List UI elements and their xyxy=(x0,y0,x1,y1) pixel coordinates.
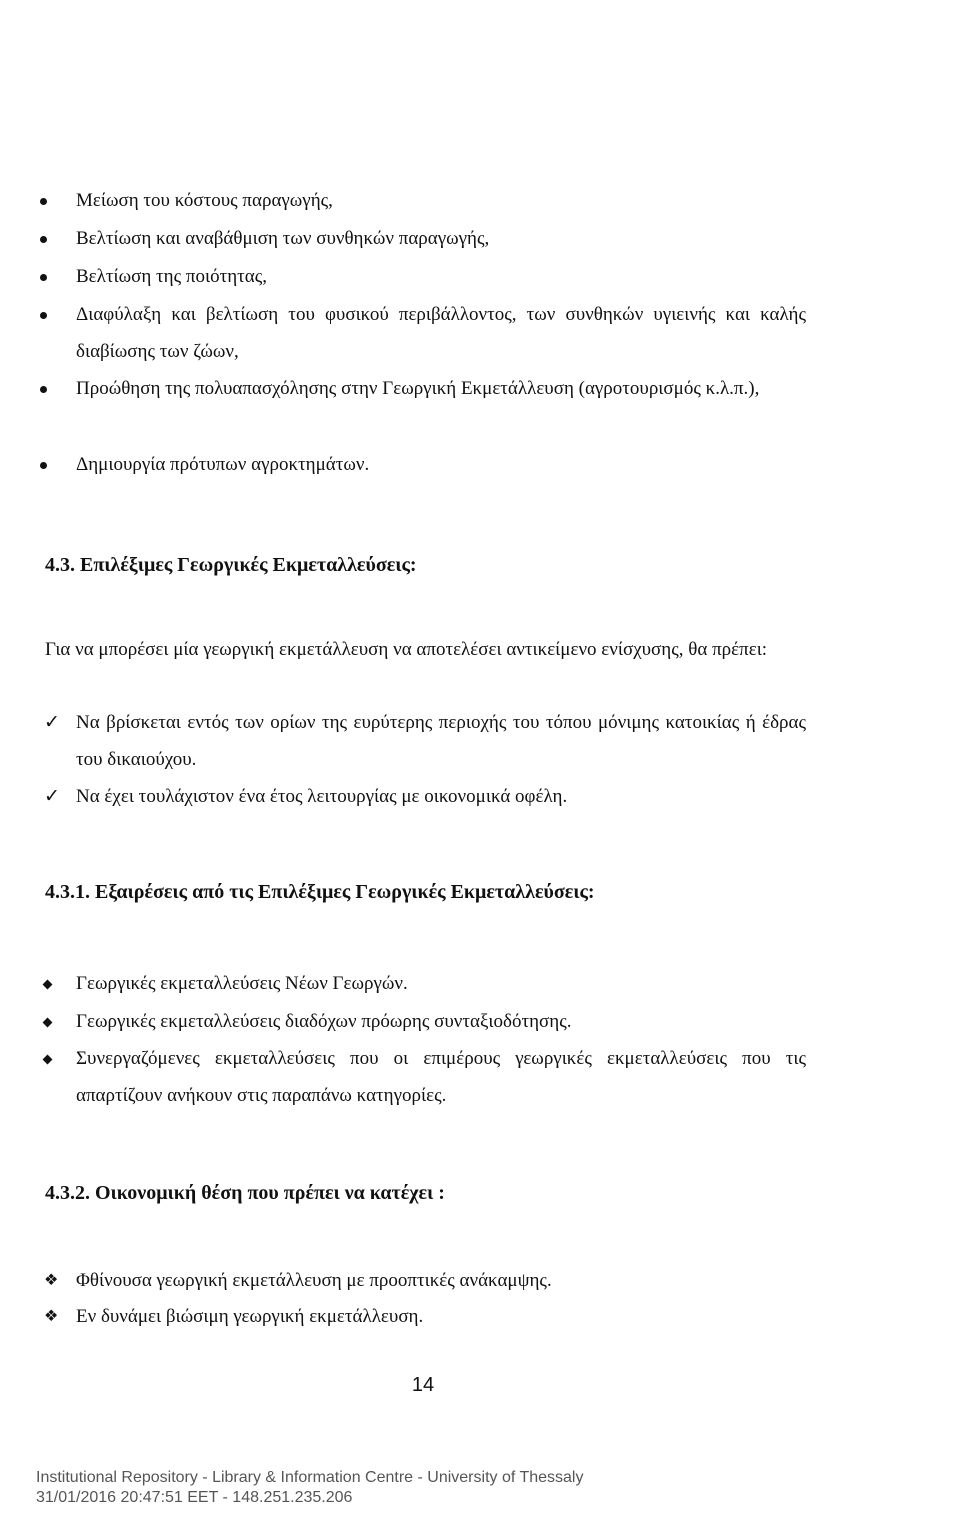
bullet-dot xyxy=(40,370,47,407)
bullet-dot xyxy=(40,220,47,257)
section-heading: 4.3. Επιλέξιμες Γεωργικές Εκμεταλλεύσεις: xyxy=(45,554,417,576)
diamond-bullet-icon xyxy=(44,965,51,1002)
section-heading: 4.3.1. Εξαιρέσεις από τις Επιλέξιμες Γεωργικές Εκμεταλλεύσεις: xyxy=(45,881,595,903)
list-item: Φθίνουσα γεωργική εκμετάλλευση με προοπτικές ανάκαμψης. xyxy=(76,1270,552,1291)
list-item: Γεωργικές εκμεταλλεύσεις Νέων Γεωργών. xyxy=(76,973,408,994)
footer-timestamp: 31/01/2016 20:47:51 EET - 148.251.235.206 xyxy=(36,1489,353,1506)
list-item: Βελτίωση και αναβάθμιση των συνθηκών παραγωγής, xyxy=(76,228,490,249)
quad-diamond-icon: ❖ xyxy=(44,1308,59,1325)
check-item: Να έχει τουλάχιστον ένα έτος λειτουργίας με οικονομικά οφέλη. xyxy=(76,786,568,807)
diamond-bullet-icon xyxy=(44,1003,51,1040)
bullet-dot xyxy=(40,446,47,483)
list-item: Διαφύλαξη και βελτίωση του φυσικού περιβάλλοντος, των συνθηκών υγιεινής και καλής διαβίωσης των ζώων, xyxy=(76,304,806,362)
list-item: Βελτίωση της ποιότητας, xyxy=(76,266,268,287)
check-item: Να βρίσκεται εντός των ορίων της ευρύτερης περιοχής του τόπου μόνιμης κατοικίας ή έδρας του δικαιούχου. xyxy=(76,712,806,770)
list-item: Δημιουργία πρότυπων αγροκτημάτων. xyxy=(76,454,370,475)
page-number: 14 xyxy=(411,1374,435,1396)
bullet-dot xyxy=(40,258,47,295)
bullet-dot xyxy=(40,182,47,219)
section-heading: 4.3.2. Οικονομική θέση που πρέπει να κατέχει : xyxy=(45,1182,445,1204)
quad-diamond-icon: ❖ xyxy=(44,1272,59,1289)
footer-repository: Institutional Repository - Library & Information Centre - University of Thessaly xyxy=(36,1469,584,1486)
list-item: Εν δυνάμει βιώσιμη γεωργική εκμετάλλευση. xyxy=(76,1306,424,1327)
list-item: Γεωργικές εκμεταλλεύσεις διαδόχων πρόωρης συνταξιοδότησης. xyxy=(76,1011,572,1032)
bullet-dot xyxy=(40,296,47,333)
list-item: Προώθηση της πολυαπασχόλησης στην Γεωργική Εκμετάλλευση (αγροτουρισμός κ.λ.π.), xyxy=(76,378,760,399)
list-item: Μείωση του κόστους παραγωγής, xyxy=(76,190,333,211)
check-icon: ✓ xyxy=(44,786,60,807)
check-icon: ✓ xyxy=(44,712,60,733)
list-item: Συνεργαζόμενες εκμεταλλεύσεις που οι επιμέρους γεωργικές εκμεταλλεύσεις που τις απαρτίζουν ανήκουν στις παραπάνω κατηγορίες. xyxy=(76,1048,806,1106)
intro-paragraph: Για να μπορέσει μία γεωργική εκμετάλλευση να αποτελέσει αντικείμενο ενίσχυσης, θα πρέπει: xyxy=(45,639,768,660)
diamond-bullet-icon xyxy=(44,1040,51,1077)
